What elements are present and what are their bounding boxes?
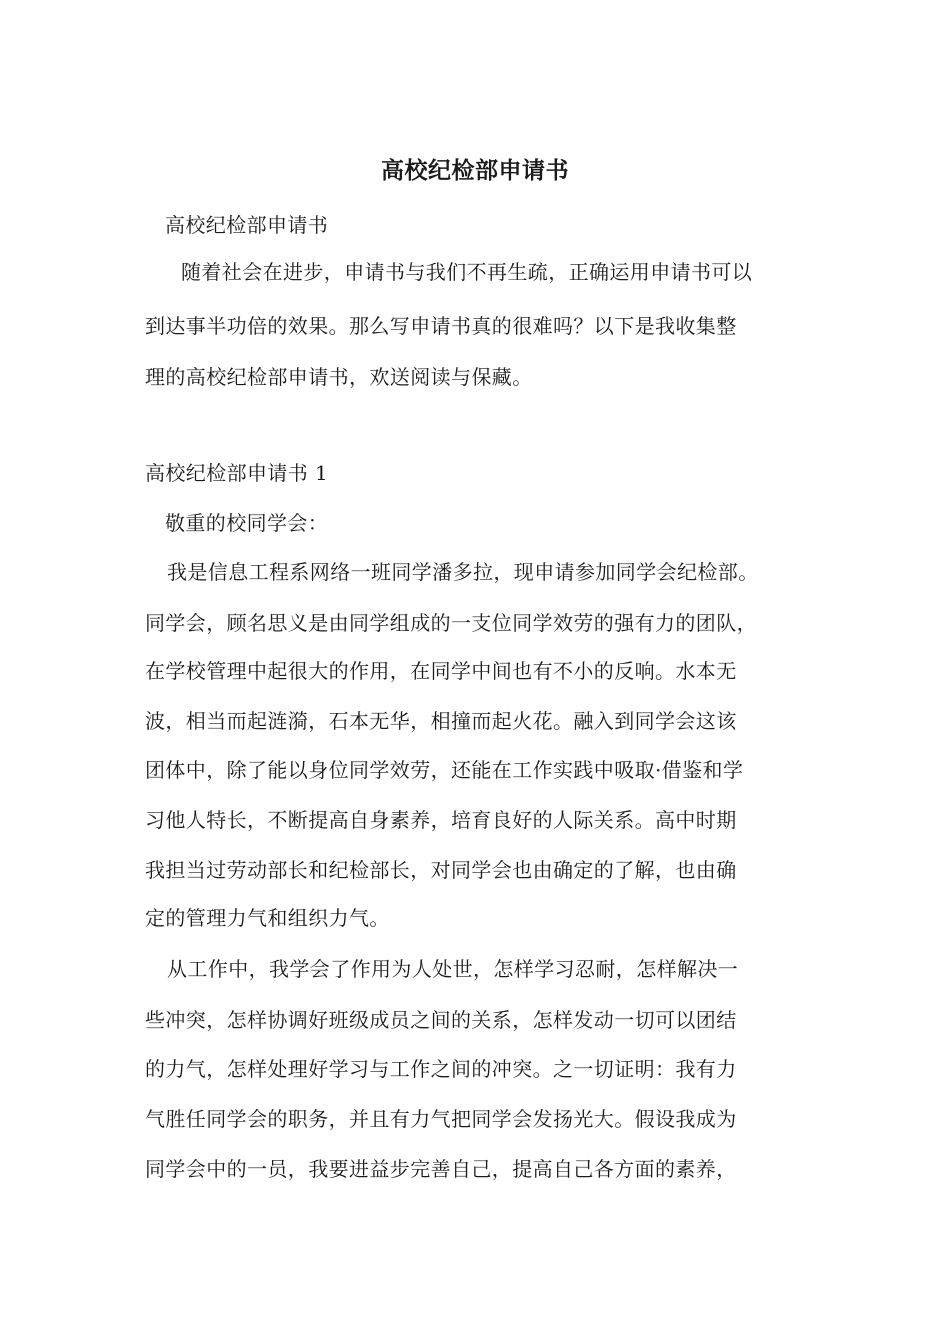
paragraph-line: 从工作中，我学会了作用为人处世，怎样学习忍耐，怎样解决一	[167, 957, 739, 981]
salutation: 敬重的校同学会：	[165, 511, 329, 535]
paragraph-line: 些冲突，怎样协调好班级成员之间的关系，怎样发动一切可以团结	[145, 1008, 737, 1032]
intro-line: 到达事半功倍的效果。那么写申请书真的很难吗？以下是我收集整	[145, 314, 737, 338]
paragraph-line: 的力气，怎样处理好学习与工作之间的冲突。之一切证明：我有力	[145, 1057, 737, 1081]
paragraph-line: 同学会，顾名思义是由同学组成的一支位同学效劳的强有力的团队，	[145, 611, 757, 635]
paragraph-line: 气胜任同学会的职务，并且有力气把同学会发扬光大。假设我成为	[145, 1107, 737, 1131]
paragraph-line: 在学校管理中起很大的作用，在同学中间也有不小的反响。水本无	[145, 659, 737, 683]
document-subtitle: 高校纪检部申请书	[165, 213, 329, 237]
paragraph-line: 定的管理力气和组织力气。	[145, 906, 390, 930]
section-heading: 高校纪检部申请书 1	[145, 461, 329, 485]
paragraph-line: 波，相当而起涟漪，石本无华，相撞而起火花。融入到同学会这该	[145, 709, 737, 733]
intro-line: 理的高校纪检部申请书，欢送阅读与保藏。	[145, 365, 533, 389]
paragraph-line: 习他人特长，不断提高自身素养，培育良好的人际关系。高中时期	[145, 808, 737, 832]
intro-line: 随着社会在进步，申请书与我们不再生疏，正确运用申请书可以	[181, 260, 753, 284]
paragraph-line: 团体中，除了能以身位同学效劳，还能在工作实践中吸取·借鉴和学	[145, 758, 744, 782]
paragraph-line: 同学会中的一员，我要进益步完善自己，提高自己各方面的素养，	[145, 1157, 737, 1181]
document-title: 高校纪检部申请书	[381, 157, 569, 184]
paragraph-line: 我是信息工程系网络一班同学潘多拉，现申请参加同学会纪检部。	[167, 560, 759, 584]
paragraph-line: 我担当过劳动部长和纪检部长，对同学会也由确定的了解，也由确	[145, 858, 737, 882]
